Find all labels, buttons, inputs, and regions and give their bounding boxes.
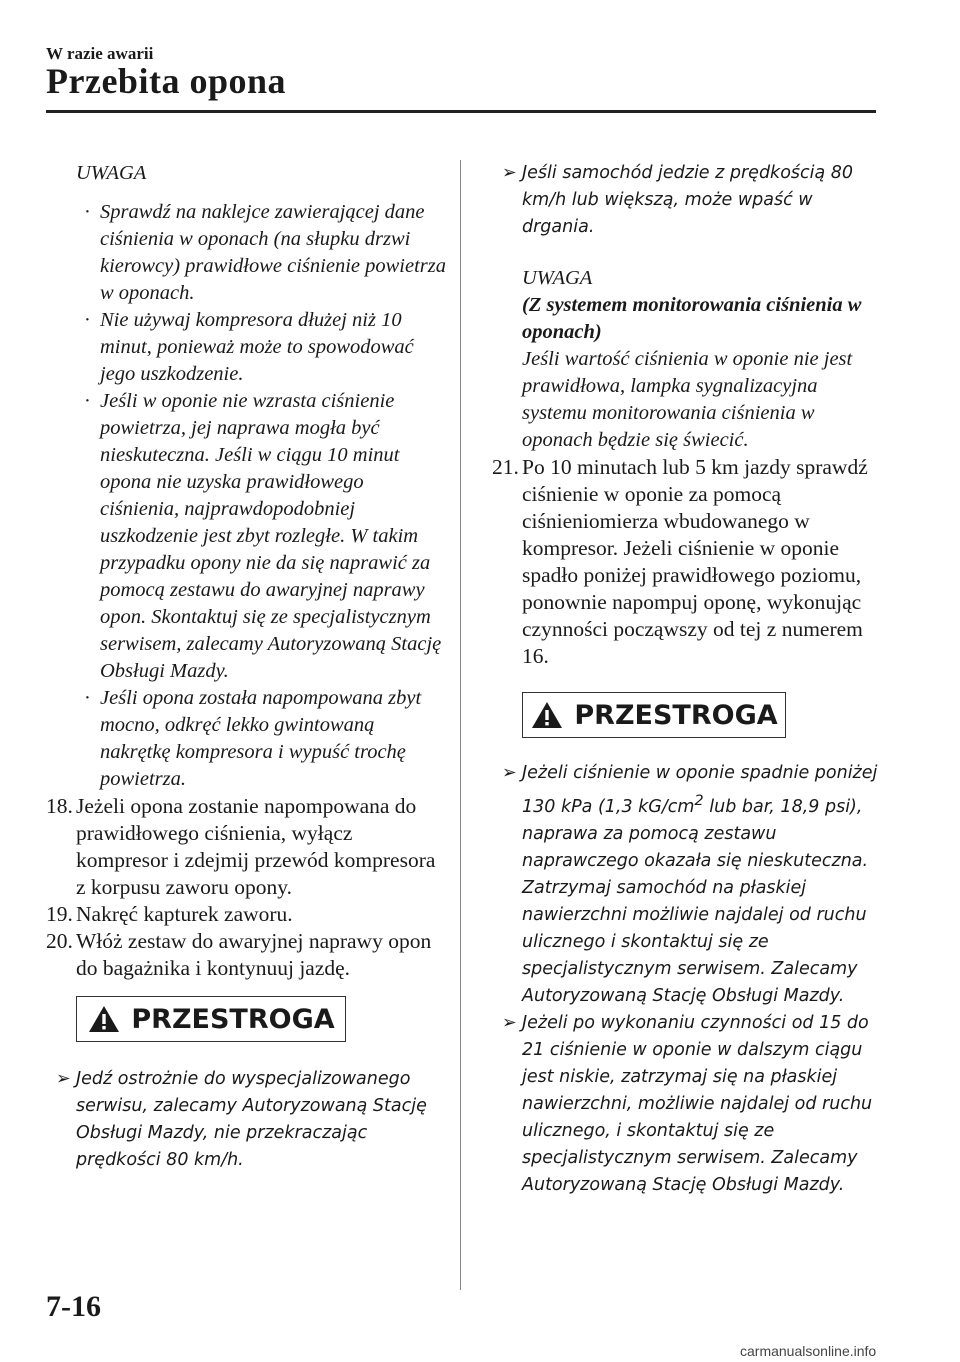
section-heading: W razie awarii bbox=[46, 44, 154, 63]
note-block bbox=[46, 160, 446, 793]
step-item bbox=[46, 793, 446, 901]
caution-items bbox=[492, 760, 884, 1199]
bullet-icon: · bbox=[84, 201, 91, 223]
page-number: 7-16 bbox=[46, 1290, 101, 1323]
step-item bbox=[46, 928, 446, 982]
arrow-bullet-icon: ➢ bbox=[502, 163, 517, 183]
note-item-text: Nie używaj kompresora dłużej niż 10 minut, ponieważ może to spowodować jego uszkodzenie. bbox=[100, 309, 414, 385]
step-number: 19. bbox=[46, 902, 73, 926]
arrow-bullet-icon: ➢ bbox=[502, 763, 517, 783]
warning-icon bbox=[530, 700, 564, 730]
caution-box bbox=[522, 692, 786, 738]
step-text: Włóż zestaw do awaryjnej naprawy opon do bagażnika i kontynuuj jazdę. bbox=[76, 929, 432, 980]
bullet-icon: · bbox=[84, 687, 91, 709]
page-title: Przebita opona bbox=[46, 61, 286, 101]
step-number: 21. bbox=[492, 455, 519, 479]
bullet-icon: · bbox=[84, 390, 91, 412]
note-title: UWAGA bbox=[522, 267, 593, 289]
note-item-text: Jeśli opona została napompowana zbyt mocno, odkręć lekko gwintowaną nakrętkę kompresora i wypuść trochę powietrza. bbox=[100, 687, 422, 790]
step-item bbox=[46, 901, 446, 928]
watermark: carmanualsonline.info bbox=[740, 1343, 877, 1359]
bullet-icon: · bbox=[84, 309, 91, 331]
caution-item-text: Jeżeli po wykonaniu czynności od 15 do 21 ciśnienie w oponie w dalszym ciągu jest niskie, zatrzymaj się na płaskiej nawierzchni, możliwie najdalej od ruchu ulicznego, i skontaktuj się ze specjalistycznym serwisem. Zalecamy Autoryzowaną Stację Obsługi Mazdy. bbox=[522, 1012, 873, 1195]
caution-item bbox=[492, 760, 884, 1010]
warning-icon bbox=[87, 1004, 121, 1034]
caution-item-text-part: lub bar, 18,9 psi), naprawa za pomocą zestawu naprawczego okazała się nieskuteczna. Zatrzymaj samochód na płaskiej nawierzchni możliwie najdalej od ruchu ulicznego i skontaktuj się ze specjalistycznym serwisem. Zalecamy Autoryzowaną Stację Obsługi Mazdy. bbox=[522, 796, 869, 1006]
note-item bbox=[46, 388, 446, 685]
step-text: Nakręć kapturek zaworu. bbox=[76, 902, 293, 926]
caution-items bbox=[46, 1066, 446, 1174]
caution-item bbox=[492, 160, 884, 241]
step-number: 20. bbox=[46, 929, 73, 953]
caution-item-text-part: Jeżeli ciśnienie w oponie spadnie poniżej 130 kPa (1,3 kG/cm bbox=[522, 763, 878, 817]
arrow-bullet-icon: ➢ bbox=[502, 1012, 517, 1033]
note-block bbox=[492, 265, 884, 454]
header-rule bbox=[46, 110, 876, 113]
note-item-text: Jeśli w oponie nie wzrasta ciśnienie powietrza, jej naprawa mogła być nieskuteczna. Jeśli w ciągu 10 minut opona nie uzyska prawidłowego ciśnienia, najprawdopodobniej uszkodzenie jest zbyt rozległe. W takim przypadku opony nie da się naprawić za pomocą zestawu do awaryjnej naprawy opon. Skontaktuj się ze specjalistycznym serwisem, zalecamy Autoryzowaną Stację Obsługi Mazdy. bbox=[100, 390, 442, 682]
caution-item bbox=[492, 1010, 884, 1199]
caution-label: PRZESTROGA bbox=[131, 1003, 335, 1035]
step-item bbox=[492, 454, 884, 670]
note-text: Jeśli wartość ciśnienia w oponie nie jest prawidłowa, lampka sygnalizacyjna systemu monitorowania ciśnienia w oponach będzie się świecić. bbox=[522, 348, 853, 451]
left-column bbox=[46, 160, 446, 1174]
caution-item bbox=[46, 1066, 446, 1174]
steps-list bbox=[46, 793, 446, 982]
note-item-text: Sprawdź na naklejce zawierającej dane ciśnienia w oponach (na słupku drzwi kierowcy) prawidłowe ciśnienie powietrza w oponach. bbox=[100, 201, 446, 304]
note-item bbox=[46, 307, 446, 388]
note-title: UWAGA bbox=[76, 162, 147, 184]
arrow-bullet-icon: ➢ bbox=[56, 1069, 71, 1089]
step-text: Po 10 minutach lub 5 km jazdy sprawdź ciśnienie w oponie za pomocą ciśnieniomierza wbudowanego w kompresor. Jeżeli ciśnienie w oponie spadło poniżej prawidłowego poziomu, ponownie napompuj oponę, wykonując czynności począwszy od tej z numerem 16. bbox=[522, 455, 868, 668]
note-item bbox=[46, 685, 446, 793]
note-subtitle: (Z systemem monitorowania ciśnienia w oponach) bbox=[522, 294, 862, 343]
note-item bbox=[46, 199, 446, 307]
column-divider bbox=[460, 160, 461, 1290]
caution-item-text: Jeśli samochód jedzie z prędkością 80 km/h lub większą, może wpaść w drgania. bbox=[522, 163, 854, 237]
caution-items-continued bbox=[492, 160, 884, 241]
caution-box bbox=[76, 996, 346, 1042]
caution-label: PRZESTROGA bbox=[574, 699, 778, 731]
superscript: 2 bbox=[694, 792, 704, 809]
caution-item-text: Jedź ostrożnie do wyspecjalizowanego serwisu, zalecamy Autoryzowaną Stację Obsługi Mazdy, nie przekraczając prędkości 80 km/h. bbox=[76, 1069, 427, 1170]
right-column bbox=[492, 160, 884, 1199]
step-text: Jeżeli opona zostanie napompowana do prawidłowego ciśnienia, wyłącz kompresor i zdejmij przewód kompresora z korpusu zaworu opony. bbox=[76, 794, 436, 899]
step-number: 18. bbox=[46, 794, 73, 818]
